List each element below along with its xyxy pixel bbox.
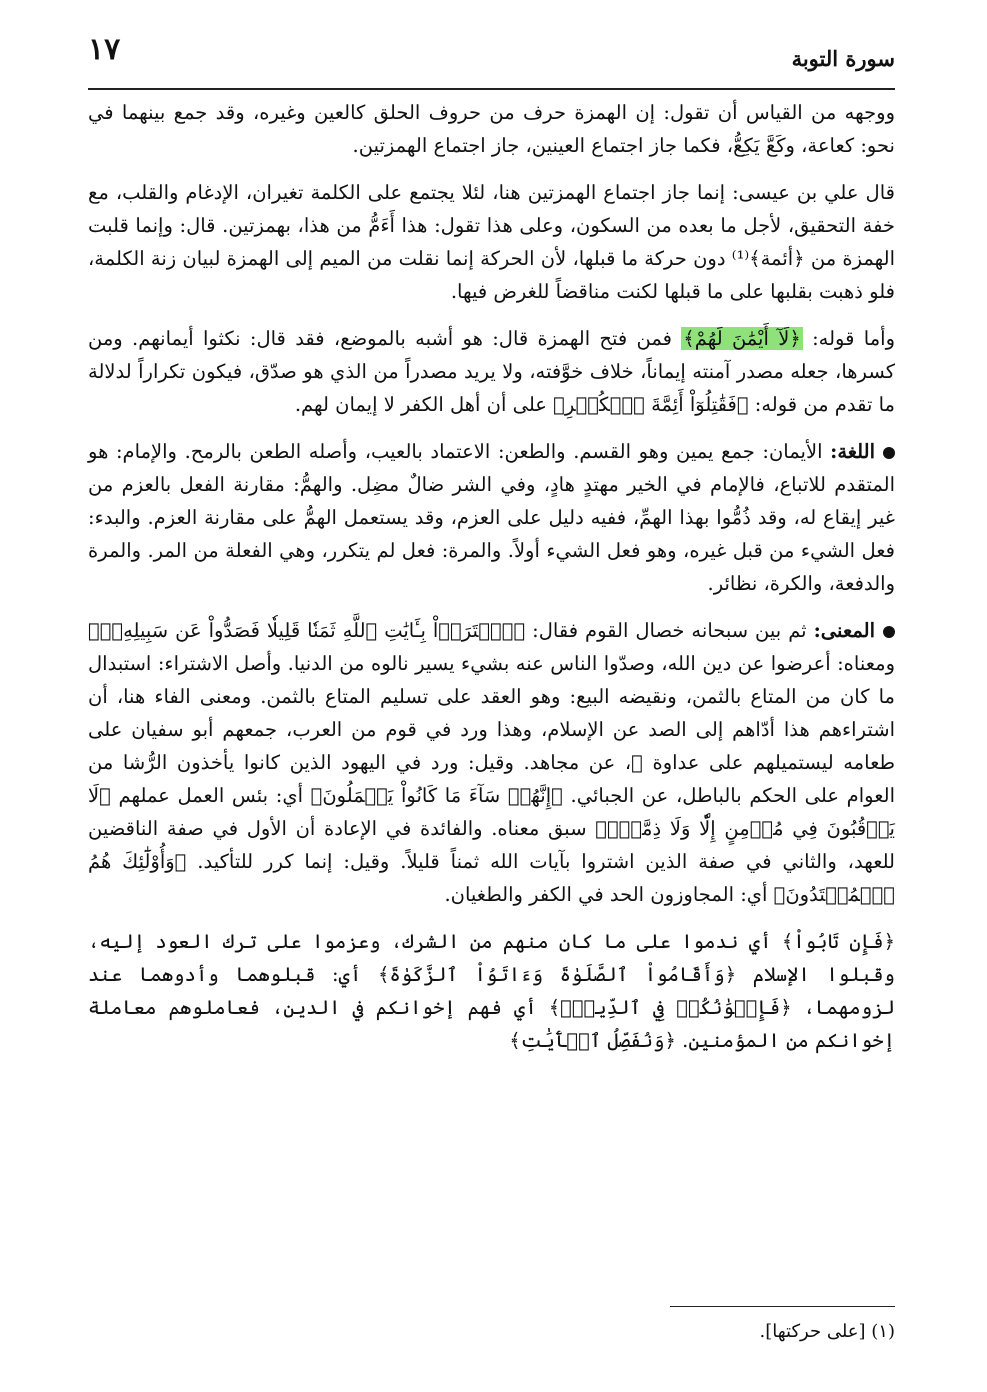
- paragraph-text: ﴿فَإِن تَابُواْ﴾ أي ندموا على ما كان منهم من الشرك، وعزموا على ترك العود إليه، وقبلوا الإسلام ﴿وَأَقَامُواْ ٱلصَّلَوٰةَ وَءَاتَوُاْ ٱلزَّكَوٰةَ﴾ أي: قبلوهما وأدوهما عند لزومهما، ﴿فَإِخۡوَٰنُكُمۡ فِي ٱلدِّينِۗ﴾ أي فهم إخوانكم في الدين، فعاملوهم معاملة إخوانكم من المؤمنين. ﴿وَنُفَصِّلُ ٱلۡأٓيَٰتِ﴾: [88, 930, 895, 1052]
- highlighted-verse: ﴿لَآ أَيْمَٰنَ لَهُمْ﴾: [683, 327, 801, 350]
- paragraph: [88, 925, 895, 1057]
- footnote: (١) [على حركتها].: [759, 1321, 895, 1342]
- bullet-heading: المعنى:: [813, 619, 875, 642]
- page-number: ١٧: [88, 32, 121, 67]
- surah-title: سورة التوبة: [791, 46, 895, 71]
- bullet-text: ثم بين سبحانه خصال القوم فقال: ﴿ٱشۡتَرَوۡاْ بِـَٔايَٰتِ ٱللَّهِ ثَمَنٗا قَلِيلٗا فَصَدُّواْ عَن سَبِيلِهِۦٓ﴾ ومعناه: أعرضوا عن دين الله، وصدّوا الناس عنه بشيء يسير نالوه من الدنيا. وأصل الاشتراء: استبدال ما كان من المتاع بالثمن، ونقيضه البيع: وهو العقد على تسليم المتاع بالثمن. ومعنى الفاء هنا، أن اشتراءهم هذا أدّاهم إلى الصد عن الإسلام، وهذا ورد في قوم من العرب، جمعهم أبو سفيان على طعامه ليستميلهم على عداوة ﷺ، عن مجاهد. وقيل: ورد في اليهود الذين كانوا يأخذون الرُّشا من العوام على الحكم بالباطل، عن الجبائي. ﴿إِنَّهُمۡ سَآءَ مَا كَانُواْ يَعۡمَلُونَ﴾ أي: بئس العمل عملهم ﴿لَا يَرۡقُبُونَ فِي مُؤۡمِنٍ إِلّٗا وَلَا ذِمَّةٗۚ﴾ سبق معناه. والفائدة في الإعادة أن الأول في صفة الناقضين للعهد، والثاني في صفة الذين اشتروا بآيات الله ثمناً قليلاً. وقيل: إنما كرر للتأكيد. ﴿وَأُوْلَٰٓئِكَ هُمُ ٱلۡمُعۡتَدُونَ﴾ أي: المجاوزون الحد في الكفر والطغيان.: [88, 619, 895, 906]
- paragraph: [88, 96, 895, 162]
- page-header: [88, 28, 895, 90]
- bullet-text: الأيمان: جمع يمين وهو القسم. والطعن: الاعتماد بالعيب، وأصله الطعن بالرمح. والإمام: هو المتقدم للاتباع، فالإمام في الخير مهتدٍ هادٍ، وفي الشر ضالٌ مضِل. والهمُّ: مقارنة الفعل بالعزم من غير إيقاع له، وقد ذُمُّوا بهذا الهمِّ، ففيه دليل على العزم، وقد يستعمل الهمُّ على مقارنة العزم. والبدء: فعل الشيء من قبل غيره، وهو فعل الشيء أولاً. والمرة: فعل لم يتكرر، وهي الفعلة من المر. والمرة والدفعة، والكرة، نظائر.: [88, 440, 895, 595]
- bullet-heading: اللغة:: [830, 440, 875, 463]
- bullet-section: [88, 435, 895, 600]
- paragraph: [88, 176, 895, 308]
- paragraph: [88, 322, 895, 421]
- paragraph-text: وأما قوله:: [802, 327, 895, 350]
- footnote-divider: [670, 1306, 895, 1307]
- paragraph-text: ووجهه من القياس أن تقول: إن الهمزة حرف من حروف الحلق كالعين وغيره، وقد جمع بينهما في نحو: كعاعة، وكَعَّ يَكِعُّ، فكما جاز اجتماع العينين، جاز اجتماع الهمزتين.: [88, 101, 895, 157]
- page-body: [88, 96, 895, 1071]
- paragraph-text: فمن فتح الهمزة قال: هو أشبه بالموضع، فقد قال: نكثوا أيمانهم. ومن كسرها، جعله مصدر آمنته إيماناً، خلاف خوَّفته، ولا يريد مصدراً من الذي هو صدّق، فيكون تكراراً لدلالة ما تقدم من قوله: ﴿فَقَٰتِلُوٓاْ أَئِمَّةَ ٱلۡكُفۡرِ﴾ على أن أهل الكفر لا إيمان لهم.: [88, 327, 895, 416]
- bullet-section: [88, 614, 895, 911]
- bullet-icon: [883, 447, 895, 459]
- paragraph-text: قال علي بن عيسى: إنما جاز اجتماع الهمزتين هنا، لئلا يجتمع على الكلمة تغيران، الإدغام والقلب، مع خفة التحقيق، لأجل ما بعده من السكون، وعلى هذا تقول: هذا أَءَمُّ من هذا، بهمزتين. قال: وإنما قلبت الهمزة من ﴿أئمة﴾⁽¹⁾ دون حركة ما قبلها، لأن الحركة إنما نقلت من الميم إلى الهمزة لبيان زنة الكلمة، فلو ذهبت بقلبها على ما قبلها لكنت مناقضاً للغرض فيها.: [88, 181, 895, 303]
- bullet-icon: [883, 626, 895, 638]
